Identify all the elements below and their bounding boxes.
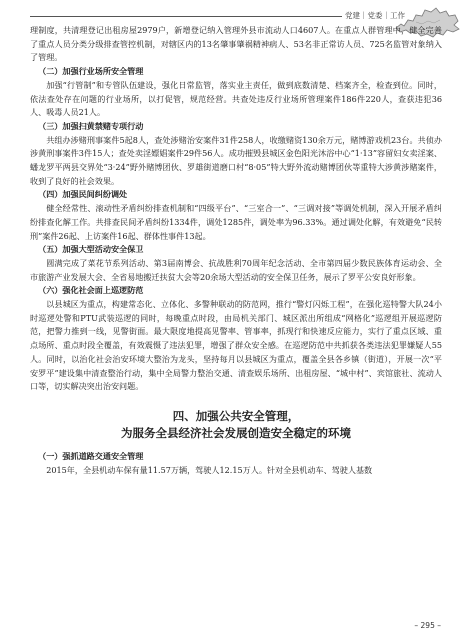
subheading: （五）加强大型活动安全保卫	[38, 244, 144, 255]
paragraph: 理制度，共清理登记出租房屋2979户，新增登记纳入管理外县市流动人口4607人。在重点人群管理中，健全完善了重点人员分类分级排查管控机制，对辖区内的13名肇事肇祸精神病人、53名非正常访人员、725名监管对象纳入了管理。	[30, 25, 442, 63]
subheading: （三）加强扫黄禁赌专项行动	[38, 120, 144, 131]
section-title	[30, 408, 442, 442]
paragraph: 健全经常性、滚动性矛盾纠纷排查机制和“四级平台”、“三室合一”、“三调对接”等调处机制，深入开展矛盾纠纷排查化解工作。共排查民间矛盾纠纷1334件，调处1285件，调处率为96.33%。通过调处化解，有效避免“民转刑”案件26起、上访案件16起、群体性事件13起。	[30, 203, 442, 241]
paragraph: 共组办涉赌刑事案件5起8人，查处涉赌治安案件31件258人，收缴赌资130余万元，赌博游戏机23台。共侦办涉黄刑事案件3件15人；查处卖淫嫖娼案件29件56人。成功摧毁县城区金色阳光沐浴中心“1·13”容留妇女卖淫案、蟠龙罗平两县交界处“3·24”野外赌博团伙、罗雄街道磨口村“8·05”特大野外流动赌博团伙等重特大涉黄涉赌案件，收到了良好的社会效果。	[30, 134, 442, 186]
paragraph: 加强“行管制”和专管队伍建设，强化日常监管，落实业主责任，做到底数清楚、档案齐全，检查到位。同时，依法查处存在问题的行业场所，以打促管，规范经营。共查处违反行业场所管理案件186件220人，查获违犯36人、吸毒人员21人。	[30, 79, 442, 118]
section-title-line-1: 四、加强公共安全管理，	[172, 408, 300, 423]
section-title-line-2: 为服务全县经济社会发展创造安全稳定的环境	[121, 425, 351, 440]
subheading: （四）加强民间纠纷调处	[38, 189, 128, 200]
paragraph: 以县城区为重点，构建常态化、立体化、多警种联动的防范网，推行“警灯闪烁工程”，在强化巡特警大队24小时巡逻处警和PTU武装巡逻的同时，每晚重点时段，由局机关部门、城区派出所组成“网格化”巡逻组开展巡逻防范，把警力推到一线，见警街面。最大限度地提高见警率、管事率，抓现行和快速反应能力，实行了重点区域、重点场所、重点时段全覆盖，有效震慑了违法犯罪，增强了群众安全感。在巡逻防范中共抓获各类违法犯罪嫌疑人55人。同时，以治化社会治安环境大整治为龙头，坚持每月以县城区为重点，覆盖全县各乡镇（街道），开展一次“平安罗平”建设集中清查整治行动，集中全局警力整治交通、清查娱乐场所、出租房屋、“城中村”、宾馆旅社、流动人口等，切实解决突出治安问题。	[30, 299, 442, 392]
paragraph: 圆满完成了菜花节系列活动、第3届南博会、抗战胜利70周年纪念活动、全市第四届少数民族体育运动会、全市旅游产业发展大会、全省易地搬迁扶贫大会等20余场大型活动的安全保卫任务，展示了罗平公安良好形象。	[30, 257, 442, 282]
paragraph: 2015年，全县机动车保有量11.57万辆，驾驶人12.15万人。针对全县机动车、驾驶人基数	[46, 464, 373, 475]
subheading: （一）强抓道路交通安全管理	[38, 450, 144, 461]
subheading: （二）加强行业场所安全管理	[38, 66, 144, 77]
page-number: – 295 –	[414, 621, 441, 630]
subheading: （六）强化社会面上巡逻防范	[38, 285, 144, 296]
running-header: 党建｜党委｜工作	[342, 10, 408, 21]
header-rule	[30, 16, 390, 17]
document-body	[30, 24, 442, 477]
